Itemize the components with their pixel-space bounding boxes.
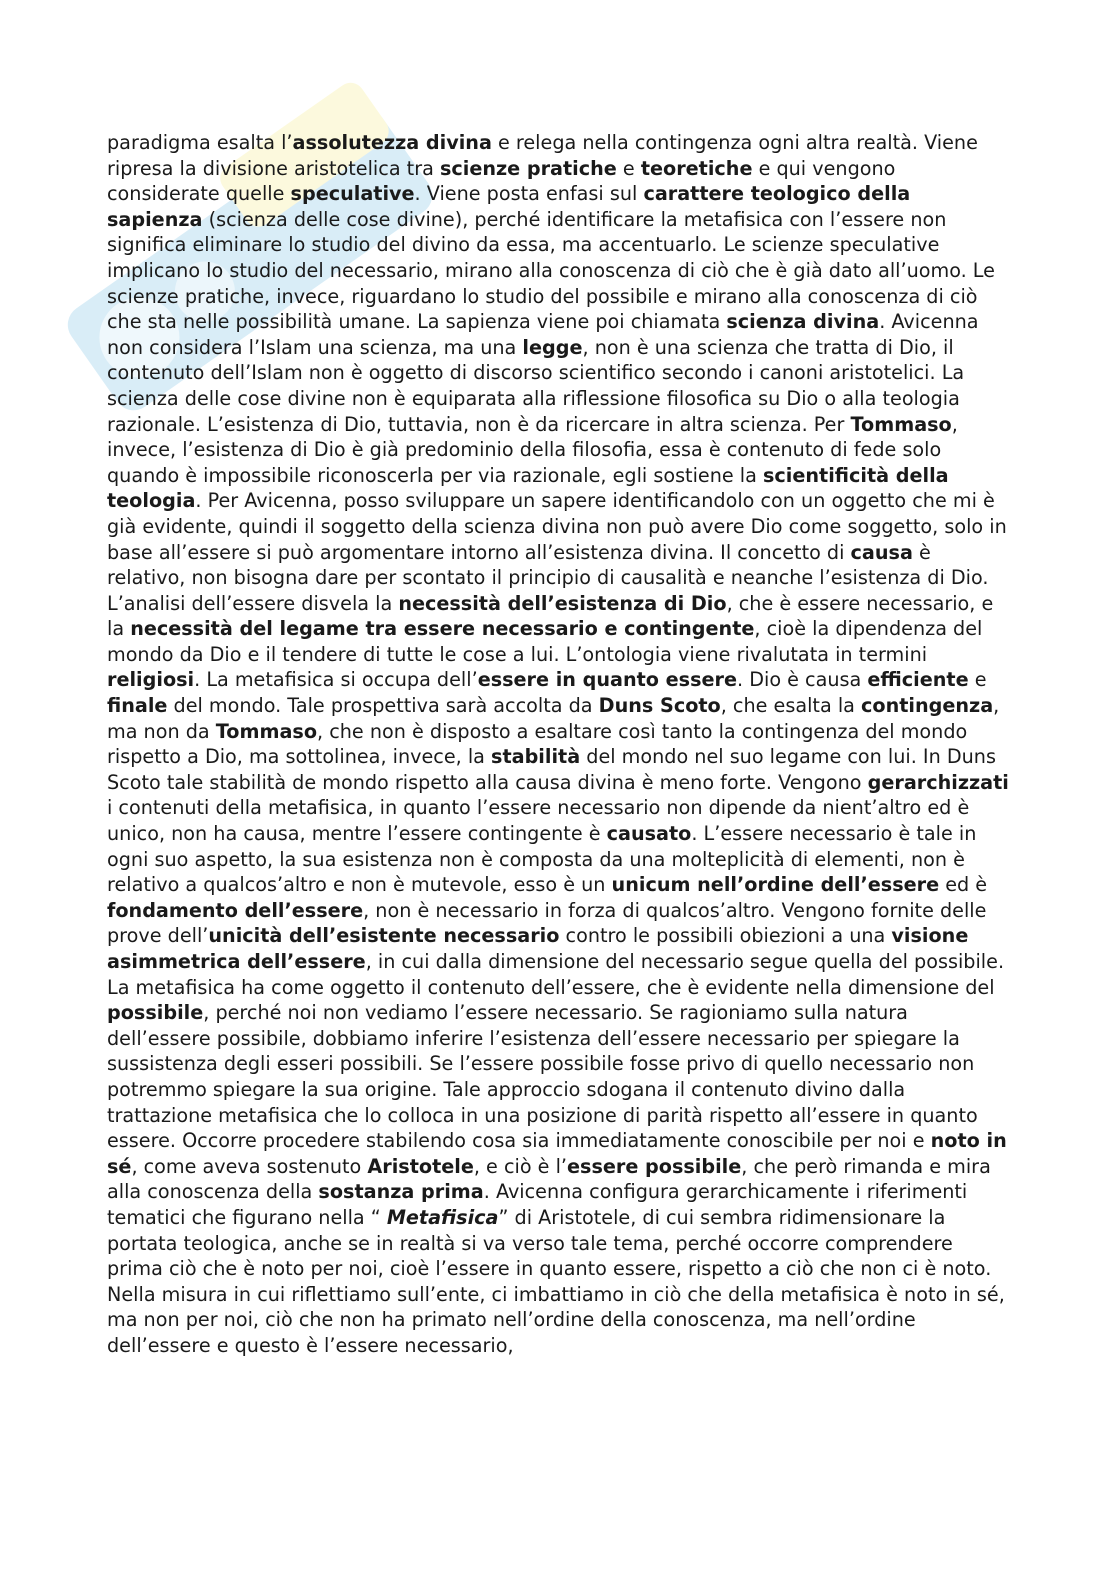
bold-term: scientificità della teologia	[107, 463, 949, 513]
text-run: contro le possibili obiezioni a una	[559, 924, 892, 948]
bold-term: causa	[850, 540, 913, 564]
bold-term: essere possibile	[567, 1154, 742, 1178]
bold-term: Aristotele	[367, 1154, 474, 1178]
text-run: . Per Avicenna, posso sviluppare un sapere identificandolo con un oggetto che mi è già evidente, quindi il soggetto della scienza divina non può avere Dio come soggetto, solo in base all’essere si può argomentare intorno all’esistenza divina. Il concetto di	[107, 489, 1007, 564]
bold-term: fondamento dell’essere	[107, 898, 364, 922]
bold-term: essere in quanto essere	[477, 668, 738, 692]
text-run: . Avicenna configura gerarchicamente i riferimenti tematici che figurano nella “	[107, 1180, 968, 1229]
bold-term: Tommaso	[850, 412, 952, 436]
bold-term: unicum nell’ordine dell’essere	[611, 873, 940, 897]
bold-term: visione asimmetrica dell’essere	[107, 924, 969, 973]
bold-term: possibile	[107, 1001, 204, 1025]
text-run: è relativo, non bisogna dare per scontato il principio di causalità e neanche l’esistenza di Dio. L’analisi dell’essere disvela la	[107, 540, 989, 615]
bold-term: necessità dell’esistenza di Dio	[398, 591, 727, 615]
bold-term: finale	[107, 694, 168, 718]
body-paragraph	[107, 130, 1012, 1359]
bold-term: noto in sé	[107, 1129, 1007, 1178]
text-run: , non è necessario in forza di qualcos’altro. Vengono fornite delle prove dell’	[107, 898, 987, 948]
text-run: ed è	[939, 873, 988, 897]
bold-term: efficiente	[867, 668, 969, 692]
text-run: , che non è disposto a esaltare così tanto la contingenza del mondo rispetto a Dio, ma sottolinea, invece, la	[107, 719, 968, 769]
bold-term: scienza divina	[726, 310, 880, 334]
text-run: , cioè la dipendenza del mondo da Dio e il tendere di tutte le cose a lui. L’ontologia viene rivalutata in termini	[107, 617, 983, 666]
text-run: , non è una scienza che tratta di Dio, il contenuto dell’Islam non è oggetto di discorso scientifico secondo i canoni aristotelici. La scienza delle cose divine non è equiparata alla riflessione filosofica su Dio o alla teologia razionale. L’esistenza di Dio, tuttavia, non è da ricercare in altra scienza. Per	[107, 335, 965, 436]
text-run: del mondo nel suo legame con lui. In Duns Scoto tale stabilità de mondo rispetto alla causa divina è meno forte. Vengono	[107, 745, 996, 794]
text-run: paradigma esalta l’	[107, 131, 293, 154]
text-run: , che è essere necessario, e la	[107, 591, 994, 641]
bold-term: sostanza prima	[318, 1180, 484, 1204]
text-run: , perché noi non vediamo l’essere necessario. Se ragioniamo sulla natura dell’essere possibile, dobbiamo inferire l’esistenza dell’essere necessario per spiegare la sussistenza degli esseri possibili. Se l’essere possibile fosse privo di quello necessario non potremmo spiegare la sua origine. Tale approccio sdogana il contenuto divino dalla trattazione metafisica che lo colloca in una posizione di parità rispetto all’essere in quanto essere. Occorre procedere stabilendo cosa sia immediatamente conoscibile per noi e	[107, 1001, 978, 1153]
text-run: . Dio è causa	[737, 668, 868, 692]
text-run: del mondo. Tale prospettiva sarà accolta da	[167, 694, 599, 718]
text-run: , che esalta la	[720, 694, 862, 718]
text-run: (scienza delle cose divine), perché identificare la metafisica con l’essere non significa eliminare lo studio del divino da essa, ma accentuarlo. Le scienze speculative implicano lo studio del necessario, mirano alla conoscenza di ciò che è già dato all’uomo. Le scienze pratiche, invece, riguardano lo studio del possibile e mirano alla conoscenza di ciò che sta nelle possibilità umane. La sapienza viene poi chiamata	[107, 207, 995, 334]
text-run: . Viene posta enfasi sul	[414, 182, 644, 206]
italic-title: Metafisica	[386, 1205, 499, 1229]
text-run: e qui vengono considerate quelle	[107, 156, 896, 206]
text-run: , e ciò è l’	[473, 1154, 568, 1178]
text-run: , in cui dalla dimensione del necessario segue quella del possibile. La metafisica ha come oggetto il contenuto dell’essere, che è evidente nella dimensione del	[107, 950, 1005, 999]
text-run: , come aveva sostenuto	[131, 1154, 368, 1178]
bold-term: carattere teologico della sapienza	[107, 182, 911, 231]
bold-term: causato	[606, 822, 692, 846]
bold-term: necessità del legame tra essere necessario e contingente	[130, 617, 755, 641]
text-run: i contenuti della metafisica, in quanto l’essere necessario non dipende da nient’altro ed è unico, non ha causa, mentre l’essere contingente è	[107, 796, 970, 846]
bold-term: Tommaso	[215, 719, 318, 743]
bold-term: stabilità	[491, 745, 581, 769]
text-run: , invece, l’esistenza di Dio è già predominio della filosofia, essa è contenuto di fede solo quando è impossibile riconoscerla per via razionale, egli sostiene la	[107, 412, 958, 487]
bold-term: teoretiche	[640, 156, 753, 180]
bold-term: contingenza	[861, 694, 994, 718]
bold-term: religiosi	[107, 668, 195, 692]
bold-italic-term	[387, 1206, 499, 1229]
text-run: ” di Aristotele, di cui sembra ridimensionare la portata teologica, anche se in realtà si va verso tale tema, perché occorre comprendere prima ciò che è noto per noi, cioè l’essere in quanto essere, rispetto a ciò che non ci è noto. Nella misura in cui riflettiamo sull’ente, ci imbattiamo in ciò che della metafisica è noto in sé, ma non per noi, ciò che non ha primato nell’ordine della conoscenza, ma nell’ordine dell’essere e questo è l’essere necessario,	[107, 1205, 1005, 1357]
text-run: . L’essere necessario è tale in ogni suo aspetto, la sua esistenza non è composta da una molteplicità di elementi, non è relativo a qualcos’altro e non è mutevole, esso è un	[107, 822, 977, 897]
bold-term: unicità dell’esistente necessario	[208, 924, 560, 948]
bold-term: assolutezza divina	[292, 131, 492, 154]
bold-term: gerarchizzati	[867, 770, 1009, 794]
bold-term: Duns Scoto	[598, 694, 721, 718]
text-run: , che però rimanda e mira alla conoscenza della	[107, 1154, 991, 1204]
text-run: . Avicenna non considera l’Islam una scienza, ma una	[107, 310, 979, 359]
text-run: , ma non da	[107, 694, 1000, 743]
bold-term: scienze pratiche	[439, 156, 617, 180]
text-run: e relega nella contingenza ogni altra realtà. Viene ripresa la divisione aristotelica tra	[107, 131, 978, 180]
text-run: . La metafisica si occupa dell’	[194, 668, 478, 692]
text-run: e	[616, 156, 641, 180]
text-run: e	[968, 668, 987, 692]
bold-term: legge	[522, 335, 583, 359]
bold-term: speculative	[290, 182, 415, 206]
